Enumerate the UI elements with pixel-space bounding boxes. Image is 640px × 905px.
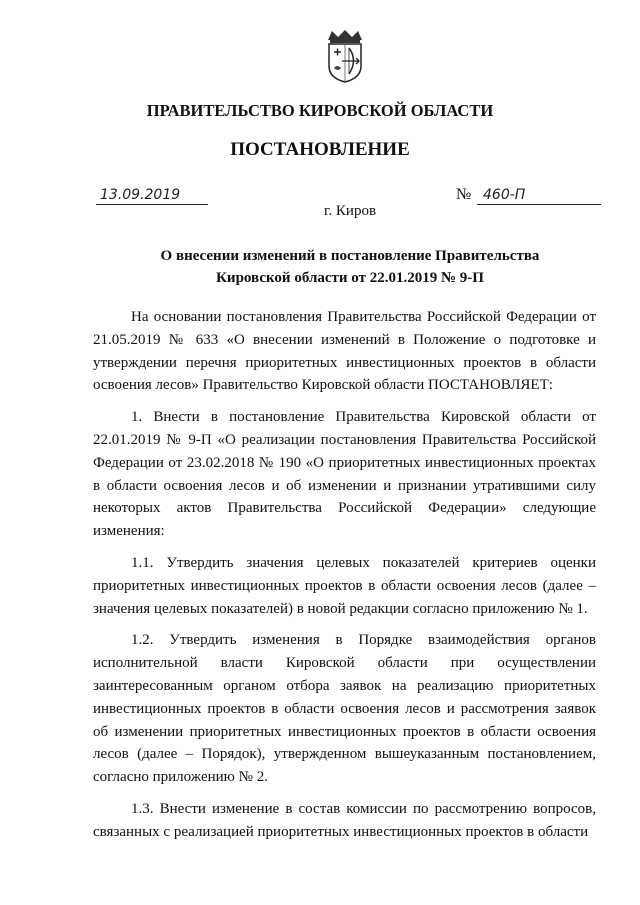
document-date: 13.09.2019: [96, 186, 208, 205]
document-body: [93, 306, 596, 844]
document-type: ПОСТАНОВЛЕНИЕ: [230, 139, 410, 160]
item-1-3-paragraph: 1.3. Внести изменение в состав комиссии по рассмотрению вопросов, связанных с реализацией приоритетных инвестиционных проектов в области: [93, 800, 596, 840]
number-label: №: [456, 186, 472, 203]
government-name: ПРАВИТЕЛЬСТВО КИРОВСКОЙ ОБЛАСТИ: [146, 101, 494, 120]
subject-line-1: О внесении изменений в постановление Правительства: [160, 248, 540, 264]
item-1-1-paragraph: 1.1. Утвердить значения целевых показателей критериев оценки приоритетных инвестиционных проектов в области освоения лесов (далее – значения целевых показателей) в новой редакции согласно приложению № 1.: [93, 554, 596, 617]
subject-line-2: Кировской области от 22.01.2019 № 9-П: [216, 270, 484, 286]
kirov-coat-of-arms-icon: [322, 28, 368, 84]
city: г. Киров: [323, 203, 377, 219]
item-1-paragraph: 1. Внести в постановление Правительства Кировской области от 22.01.2019 № 9-П «О реализации постановления Правительства Российской Федерации от 23.02.2018 № 190 «О приоритетных инвестиционных проектах в области освоения лесов и об изменении и признании утратившими силу некоторых актов Правительства Российской Федерации» следующие изменения:: [93, 409, 596, 540]
item-1-2-paragraph: 1.2. Утвердить изменения в Порядке взаимодействия органов исполнительной власти Кировской области при осуществлении заинтересованным органом отбора заявок на реализацию приоритетных инвестиционных проектов в области освоения лесов и рассмотрения заявок об изменении приоритетных инвестиционных проектов в области освоения лесов (далее – Порядок), утвержденном вышеуказанным постановлением, согласно приложению № 2.: [93, 632, 596, 786]
preamble-paragraph: На основании постановления Правительства Российской Федерации от 21.05.2019 № 633 «О внесении изменений в Положение о подготовке и утверждении перечня приоритетных инвестиционных проектов в области освоения лесов» Правительство Кировской области ПОСТАНОВЛЯЕТ:: [93, 309, 596, 394]
document-number: 460-П: [477, 186, 601, 205]
